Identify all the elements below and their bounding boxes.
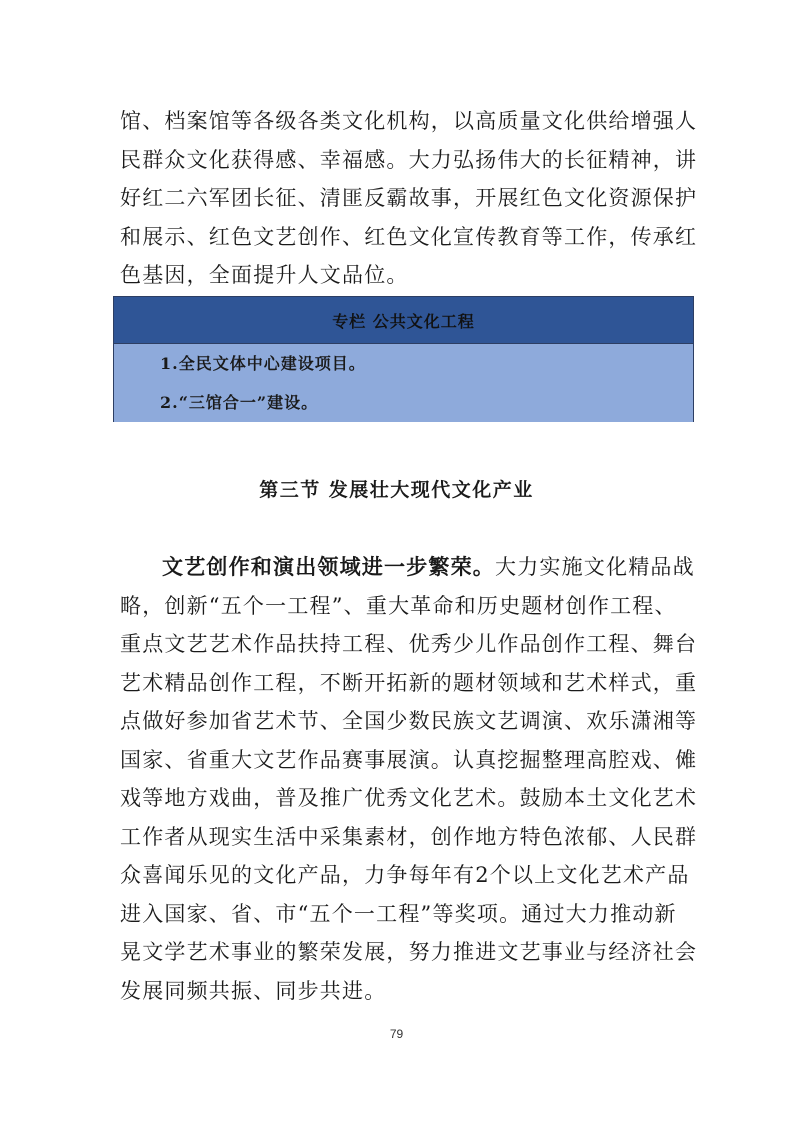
column-box-item: 1.全民文体中心建设项目。 xyxy=(160,354,366,373)
column-box-public-culture xyxy=(113,296,694,422)
column-box-body xyxy=(114,344,693,422)
paragraph-line-rest: 大力实施文化精品战 xyxy=(495,555,695,579)
paragraph-line: 晃文学艺术事业的繁荣发展，努力推进文艺事业与经济社会 xyxy=(120,940,698,964)
paragraph-cultural-institutions xyxy=(120,102,698,295)
paragraph-line: 馆、档案馆等各级各类文化机构，以高质量文化供给增强人 xyxy=(120,109,698,133)
paragraph-line: 好红二六军团长征、清匪反霸故事，开展红色文化资源保护 xyxy=(120,186,698,210)
column-box-title: 专栏 公共文化工程 xyxy=(114,297,693,344)
paragraph-line: 发展同频共振、同步共进。 xyxy=(120,978,387,1003)
section-heading: 第三节 发展壮大现代文化产业 xyxy=(259,479,534,501)
paragraph-line: 工作者从现实生活中采集素材，创作地方特色浓郁、人民群 xyxy=(120,824,698,849)
paragraph-lead-phrase: 文艺创作和演出领域进一步繁荣。 xyxy=(162,554,495,579)
paragraph-line xyxy=(120,548,695,587)
column-box-item: 2.“三馆合一”建设。 xyxy=(160,393,319,412)
paragraph-line: 进入国家、省、市“五个一工程”等奖项。通过大力推动新 xyxy=(120,901,677,926)
paragraph-line: 艺术精品创作工程，不断开拓新的题材领域和艺术样式，重 xyxy=(120,670,698,695)
paragraph-line: 国家、省重大文艺作品赛事展演。认真挖掘整理高腔戏、傩 xyxy=(120,747,698,772)
paragraph-line: 点做好参加省艺术节、全国少数民族文艺调演、欢乐潇湘等 xyxy=(120,709,698,733)
paragraph-arts-creation xyxy=(120,548,698,1010)
paragraph-line: 民群众文化获得感、幸福感。大力弘扬伟大的长征精神，讲 xyxy=(120,147,698,172)
page-number: 79 xyxy=(389,1027,404,1041)
paragraph-line: 戏等地方戏曲，普及推广优秀文化艺术。鼓励本土文化艺术 xyxy=(120,786,698,810)
paragraph-line: 略，创新“五个一工程”、重大革命和历史题材创作工程、 xyxy=(120,593,677,618)
paragraph-line: 众喜闻乐见的文化产品，力争每年有2个以上文化艺术产品 xyxy=(120,863,690,887)
paragraph-line: 和展示、红色文艺创作、红色文化宣传教育等工作，传承红 xyxy=(120,224,698,249)
paragraph-line: 重点文艺艺术作品扶持工程、优秀少儿作品创作工程、舞台 xyxy=(120,632,698,656)
paragraph-line: 色基因，全面提升人文品位。 xyxy=(120,263,409,287)
